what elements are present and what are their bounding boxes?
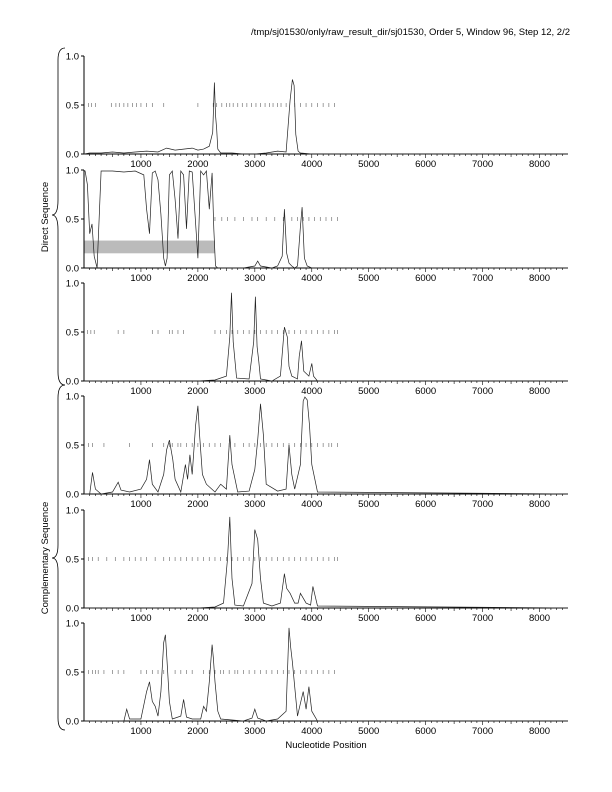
y-tick-label: 1.0 <box>65 391 79 403</box>
x-tick-label: 7000 <box>472 159 494 170</box>
highlight-region <box>84 241 215 254</box>
y-tick-label: 1.0 <box>65 51 79 63</box>
panel-frame-4 <box>66 392 568 511</box>
file-path-header: /tmp/sj01530/only/raw_result_dir/sj01530, Order 5, Window 96, Step 12, 2/2 <box>251 27 570 38</box>
y-tick-label: 1.0 <box>65 165 79 177</box>
y-tick-label: 0.5 <box>65 667 79 679</box>
x-tick-label: 6000 <box>415 613 437 624</box>
x-tick-label: 8000 <box>528 726 551 737</box>
y-tick-label: 0.0 <box>65 489 79 501</box>
x-tick-label: 4000 <box>301 159 323 170</box>
y-tick-label: 0.0 <box>65 376 79 388</box>
x-tick-label: 3000 <box>244 613 266 624</box>
series-line-frame-6 <box>84 628 568 721</box>
x-tick-label: 2000 <box>187 499 209 510</box>
x-tick-label: 7000 <box>472 726 494 737</box>
x-tick-label: 1000 <box>130 386 152 397</box>
x-tick-label: 7000 <box>472 499 494 510</box>
x-tick-label: 6000 <box>415 273 437 284</box>
x-tick-label: 8000 <box>528 613 551 624</box>
y-tick-label: 0.0 <box>65 149 79 161</box>
x-tick-label: 4000 <box>301 613 323 624</box>
x-tick-label: 5000 <box>358 159 380 170</box>
y-tick-label: 0.5 <box>65 327 79 339</box>
x-tick-label: 4000 <box>301 386 323 397</box>
panel-frame-6 <box>66 619 568 738</box>
x-tick-label: 8000 <box>528 273 551 284</box>
y-tick-label: 1.0 <box>65 618 79 630</box>
y-tick-label: 0.0 <box>65 603 79 615</box>
series-line-frame-4 <box>84 397 568 494</box>
x-tick-label: 6000 <box>415 726 437 737</box>
x-tick-label: 8000 <box>528 159 551 170</box>
x-tick-label: 3000 <box>244 726 266 737</box>
x-tick-label: 1000 <box>130 613 152 624</box>
x-tick-label: 4000 <box>301 273 323 284</box>
complementary-sequence-label: Complementary Sequence <box>40 501 51 615</box>
x-tick-label: 4000 <box>301 499 323 510</box>
y-tick-label: 0.5 <box>65 554 79 566</box>
x-tick-label: 8000 <box>528 386 551 397</box>
x-axis-label: Nucleotide Position <box>285 740 367 751</box>
y-tick-label: 1.0 <box>65 278 79 290</box>
x-tick-label: 5000 <box>358 273 380 284</box>
x-tick-label: 3000 <box>244 499 266 510</box>
y-tick-label: 0.5 <box>65 214 79 226</box>
x-tick-label: 6000 <box>415 159 437 170</box>
y-tick-label: 0.5 <box>65 100 79 112</box>
direct-sequence-label: Direct Sequence <box>40 181 51 253</box>
x-tick-label: 2000 <box>187 726 209 737</box>
x-tick-label: 2000 <box>187 613 209 624</box>
x-tick-label: 5000 <box>358 499 380 510</box>
x-tick-label: 1000 <box>130 273 152 284</box>
panel-frame-1 <box>66 52 568 171</box>
x-tick-label: 1000 <box>130 159 152 170</box>
x-tick-label: 5000 <box>358 726 380 737</box>
x-tick-label: 8000 <box>528 499 551 510</box>
panels-group <box>66 52 568 738</box>
x-tick-label: 5000 <box>358 613 380 624</box>
x-tick-label: 7000 <box>472 273 494 284</box>
x-tick-label: 2000 <box>187 273 209 284</box>
y-tick-label: 0.0 <box>65 263 79 275</box>
series-line-frame-1 <box>84 80 568 155</box>
series-line-frame-3 <box>84 293 568 381</box>
x-tick-label: 2000 <box>187 159 209 170</box>
x-tick-label: 1000 <box>130 499 152 510</box>
direct-sequence-brace <box>52 48 65 385</box>
complementary-sequence-brace <box>52 385 65 730</box>
x-tick-label: 5000 <box>358 386 380 397</box>
x-tick-label: 6000 <box>415 386 437 397</box>
y-tick-label: 1.0 <box>65 505 79 517</box>
x-tick-label: 3000 <box>244 273 266 284</box>
x-tick-label: 7000 <box>472 386 494 397</box>
y-tick-label: 0.0 <box>65 716 79 728</box>
panel-frame-3 <box>66 279 568 398</box>
x-tick-label: 3000 <box>244 386 266 397</box>
panel-frame-5 <box>66 506 568 625</box>
panel-frame-2 <box>66 166 568 285</box>
x-tick-label: 2000 <box>187 386 209 397</box>
x-tick-label: 6000 <box>415 499 437 510</box>
y-tick-label: 0.5 <box>65 440 79 452</box>
x-tick-label: 4000 <box>301 726 323 737</box>
x-tick-label: 7000 <box>472 613 494 624</box>
x-tick-label: 3000 <box>244 159 266 170</box>
x-tick-label: 1000 <box>130 726 152 737</box>
series-line-frame-5 <box>84 517 568 608</box>
